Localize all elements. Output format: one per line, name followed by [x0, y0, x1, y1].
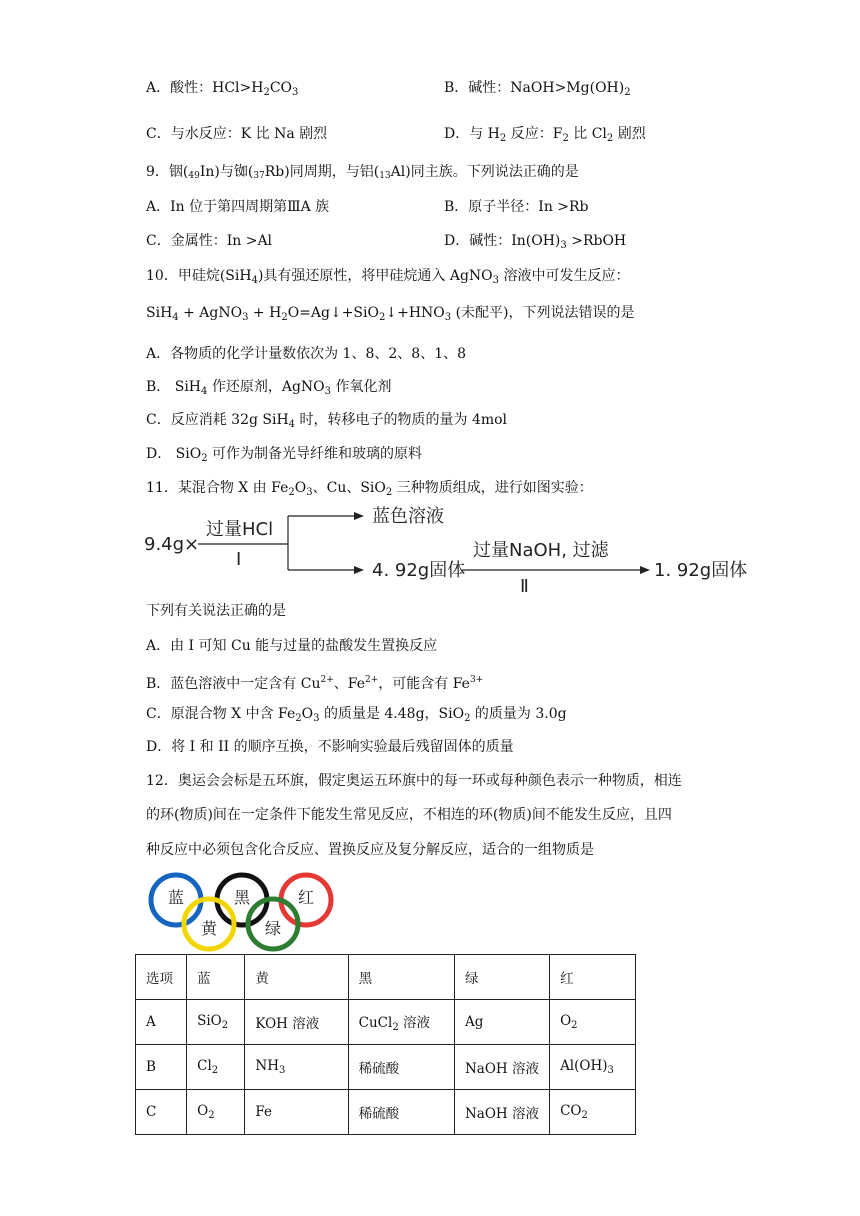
table-cell: Fe: [245, 1090, 348, 1135]
flow-output-blue-solution: 蓝色溶液: [372, 506, 444, 527]
table-cell: NaOH 溶液: [454, 1090, 549, 1135]
table-cell: KOH 溶液: [245, 1000, 348, 1045]
table-cell: $CO_2$: [550, 1090, 636, 1135]
q10-option-a: A．各物质的化学计量数依次为 1、8、2、8、1、8: [146, 346, 467, 362]
q9-option-b: B．原子半径：In >Rb: [444, 199, 589, 215]
table-cell: $O_2$: [187, 1090, 245, 1135]
q11-stem: 11．某混合物 X 由 $Fe_2O_3$、Cu、SiO$_2$ 三种物质组成，进行如图实验：: [146, 480, 593, 498]
table-cell: Ag: [454, 1000, 549, 1045]
table-cell: SiO$_2$: [187, 1000, 245, 1045]
q10-stem: 10．甲硅烷(SiH$_4$)具有强还原性，将甲硅烷通入 AgNO$_3$ 溶液中可发生反应：: [146, 268, 630, 286]
q10-option-b: B． SiH$_4$ 作还原剂，AgNO$_3$ 作氧化剂: [146, 379, 392, 397]
q8-option-d: D．与 $H_2$ 反应：$F_2$ 比 $Cl_2$ 剧烈: [444, 126, 646, 144]
flow-step1-number: Ⅰ: [236, 549, 242, 570]
q11-flow-diagram: [140, 500, 760, 600]
table-cell: $Al(OH)_3$: [550, 1045, 636, 1090]
q8-option-c: C．与水反应：K 比 Na 剧烈: [146, 126, 328, 142]
header-cell: 红: [550, 955, 636, 1000]
table-cell: B: [136, 1045, 187, 1090]
olympic-rings-figure: [146, 866, 336, 956]
header-cell: 选项: [136, 955, 187, 1000]
q12-stem-line3: 种反应中必须包含化合反应、置换反应及复分解反应，适合的一组物质是: [146, 842, 594, 858]
table-cell: CuCl$_2$ 溶液: [348, 1000, 454, 1045]
q11-option-a: A．由 I 可知 Cu 能与过量的盐酸发生置换反应: [146, 638, 438, 654]
ring-label-blue: 蓝: [167, 888, 185, 907]
flow-output-solid-2: 1. 92g固体: [654, 560, 748, 581]
flow-output-solid-1: 4. 92g固体: [372, 560, 466, 581]
flow-step2-reagent: 过量NaOH, 过滤: [473, 540, 609, 561]
q11-option-d: D．将 I 和 II 的顺序互换，不影响实验最后残留固体的质量: [146, 739, 514, 755]
q10-equation: SiH$_4$ + AgNO$_3$ + $H_2O=Ag↓+SiO_2↓+HNO_3$ (未配平)，下列说法错误的是: [146, 305, 635, 323]
flow-start-mass: 9.4g×: [144, 534, 200, 555]
header-cell: 绿: [454, 955, 549, 1000]
q10-option-d: D． SiO$_2$ 可作为制备光导纤维和玻璃的原料: [146, 446, 423, 464]
header-cell: 黑: [348, 955, 454, 1000]
q11-option-b: B．蓝色溶液中一定含有 $Cu^{2+}$、$Fe^{2+}$，可能含有 $Fe^{3+}$: [146, 675, 484, 692]
ring-label-green: 绿: [264, 919, 282, 938]
q11-prompt: 下列有关说法正确的是: [146, 603, 286, 619]
ring-label-black: 黑: [233, 888, 251, 907]
q9-option-c: C．金属性：In >Al: [146, 233, 273, 249]
q12-stem-line2: 的环(物质)间在一定条件下能发生常见反应，不相连的环(物质)间不能发生反应，且四: [146, 807, 672, 823]
q12-stem-line1: 12．奥运会会标是五环旗，假定奥运五环旗中的每一环或每种颜色表示一种物质，相连: [146, 773, 682, 789]
q12-options-table: [135, 954, 636, 1135]
table-cell: $NH_3$: [245, 1045, 348, 1090]
q9-option-a: A．In 位于第四周期第ⅢA 族: [146, 199, 330, 215]
table-row: [136, 1045, 636, 1090]
table-cell: A: [136, 1000, 187, 1045]
q8-option-a: A．酸性：$HCl>H_2CO_3$: [146, 80, 299, 98]
q8-option-b: B．碱性：$NaOH>Mg(OH)_2$: [444, 80, 631, 98]
flow-step2-number: Ⅱ: [520, 576, 529, 597]
table-row: [136, 1090, 636, 1135]
ring-label-red: 红: [297, 888, 315, 907]
q10-option-c: C．反应消耗 32g SiH$_4$ 时，转移电子的物质的量为 4mol: [146, 412, 508, 430]
ring-label-yellow: 黄: [200, 919, 218, 938]
table-cell: 稀硫酸: [348, 1090, 454, 1135]
table-cell: $O_2$: [550, 1000, 636, 1045]
table-header-row: [136, 955, 636, 1000]
table-cell: 稀硫酸: [348, 1045, 454, 1090]
header-cell: 蓝: [187, 955, 245, 1000]
flow-step1-reagent: 过量HCl: [206, 519, 274, 540]
q9-option-d: D．碱性：$In(OH)_3$ >RbOH: [444, 233, 627, 251]
table-cell: C: [136, 1090, 187, 1135]
table-cell: $Cl_2$: [187, 1045, 245, 1090]
q9-stem: 9．铟$(_{49}In)$与铷$(_{37}Rb)$同周期，与铝$(_{13}Al)$同主族。下列说法正确的是: [146, 164, 579, 181]
header-cell: 黄: [245, 955, 348, 1000]
table-row: [136, 1000, 636, 1045]
q11-option-c: C．原混合物 X 中含 $Fe_2O_3$ 的质量是 4.48g，SiO$_2$ 的质量为 3.0g: [146, 706, 567, 724]
table-cell: NaOH 溶液: [454, 1045, 549, 1090]
